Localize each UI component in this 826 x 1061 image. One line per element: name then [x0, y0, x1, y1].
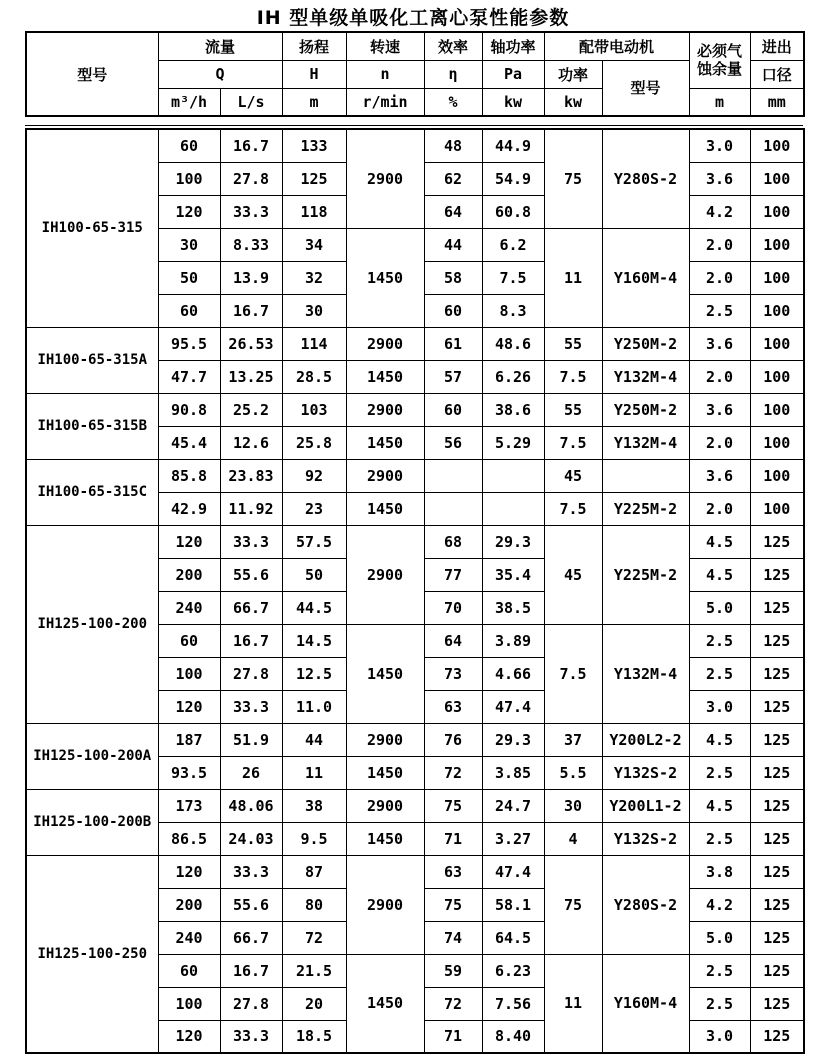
header-shaft-power: 轴功率	[482, 32, 544, 60]
motor-power-cell: 11	[544, 954, 602, 1053]
efficiency-cell: 59	[424, 954, 482, 987]
efficiency-cell: 63	[424, 690, 482, 723]
shaft-power-cell: 29.3	[482, 525, 544, 558]
diameter-cell: 125	[750, 987, 804, 1020]
header-head-symbol: H	[282, 60, 346, 88]
npsh-cell: 5.0	[689, 921, 750, 954]
shaft-power-cell: 29.3	[482, 723, 544, 756]
shaft-power-cell	[482, 492, 544, 525]
flow-m3h-cell: 120	[158, 690, 220, 723]
shaft-power-cell: 5.29	[482, 426, 544, 459]
flow-m3h-cell: 100	[158, 162, 220, 195]
npsh-cell: 4.5	[689, 723, 750, 756]
motor-model-cell: Y132S-2	[602, 756, 689, 789]
shaft-power-cell: 6.26	[482, 360, 544, 393]
table-row	[26, 789, 804, 822]
efficiency-cell: 57	[424, 360, 482, 393]
shaft-power-cell: 47.4	[482, 690, 544, 723]
flow-ls-cell: 33.3	[220, 1020, 282, 1053]
shaft-power-cell: 60.8	[482, 195, 544, 228]
motor-model-cell: Y250M-2	[602, 393, 689, 426]
efficiency-cell: 58	[424, 261, 482, 294]
efficiency-cell: 71	[424, 1020, 482, 1053]
header-npsh	[689, 32, 750, 88]
flow-ls-cell: 66.7	[220, 921, 282, 954]
flow-m3h-cell: 120	[158, 855, 220, 888]
flow-ls-cell: 33.3	[220, 855, 282, 888]
head-cell: 133	[282, 129, 346, 162]
speed-cell: 2900	[346, 129, 424, 228]
header-speed-unit: r/min	[346, 88, 424, 116]
npsh-cell: 3.0	[689, 690, 750, 723]
diameter-cell: 125	[750, 921, 804, 954]
npsh-cell: 2.5	[689, 756, 750, 789]
diameter-cell: 100	[750, 162, 804, 195]
header-motor-model: 型号	[602, 60, 689, 116]
motor-model-cell: Y280S-2	[602, 855, 689, 954]
header-table	[25, 31, 805, 117]
head-cell: 103	[282, 393, 346, 426]
motor-model-cell	[602, 459, 689, 492]
motor-power-cell: 45	[544, 459, 602, 492]
motor-power-cell: 75	[544, 129, 602, 228]
table-row	[26, 855, 804, 888]
flow-ls-cell: 55.6	[220, 888, 282, 921]
speed-cell: 1450	[346, 426, 424, 459]
efficiency-cell: 61	[424, 327, 482, 360]
npsh-cell: 3.0	[689, 1020, 750, 1053]
flow-m3h-cell: 187	[158, 723, 220, 756]
motor-model-cell: Y132M-4	[602, 360, 689, 393]
speed-cell: 1450	[346, 822, 424, 855]
efficiency-cell	[424, 459, 482, 492]
npsh-cell: 2.0	[689, 426, 750, 459]
shaft-power-cell: 7.5	[482, 261, 544, 294]
motor-power-cell: 11	[544, 228, 602, 327]
head-cell: 14.5	[282, 624, 346, 657]
npsh-cell: 3.6	[689, 393, 750, 426]
motor-model-cell: Y132M-4	[602, 426, 689, 459]
diameter-cell: 100	[750, 195, 804, 228]
head-cell: 11.0	[282, 690, 346, 723]
model-cell: IH125-100-250	[26, 855, 158, 1053]
flow-ls-cell: 55.6	[220, 558, 282, 591]
shaft-power-cell: 54.9	[482, 162, 544, 195]
efficiency-cell: 56	[424, 426, 482, 459]
shaft-power-cell: 8.3	[482, 294, 544, 327]
flow-ls-cell: 26	[220, 756, 282, 789]
efficiency-cell: 75	[424, 888, 482, 921]
model-cell: IH125-100-200B	[26, 789, 158, 855]
head-cell: 23	[282, 492, 346, 525]
npsh-cell: 3.6	[689, 327, 750, 360]
flow-ls-cell: 66.7	[220, 591, 282, 624]
diameter-cell: 100	[750, 426, 804, 459]
motor-model-cell: Y225M-2	[602, 525, 689, 624]
npsh-cell: 4.5	[689, 789, 750, 822]
body-table-rows	[26, 129, 804, 1053]
diameter-cell: 100	[750, 327, 804, 360]
head-cell: 44	[282, 723, 346, 756]
header-efficiency-unit: %	[424, 88, 482, 116]
header-speed: 转速	[346, 32, 424, 60]
diameter-cell: 100	[750, 360, 804, 393]
body-table	[25, 128, 805, 1054]
table-row	[26, 393, 804, 426]
diameter-cell: 100	[750, 393, 804, 426]
diameter-cell: 125	[750, 954, 804, 987]
npsh-cell: 4.2	[689, 195, 750, 228]
shaft-power-cell: 3.85	[482, 756, 544, 789]
head-cell: 9.5	[282, 822, 346, 855]
motor-model-cell: Y200L2-2	[602, 723, 689, 756]
npsh-cell: 5.0	[689, 591, 750, 624]
diameter-cell: 125	[750, 558, 804, 591]
diameter-cell: 125	[750, 822, 804, 855]
header-head-unit: m	[282, 88, 346, 116]
npsh-cell: 2.5	[689, 987, 750, 1020]
flow-ls-cell: 13.25	[220, 360, 282, 393]
head-cell: 114	[282, 327, 346, 360]
diameter-cell: 100	[750, 294, 804, 327]
motor-power-cell: 55	[544, 327, 602, 360]
motor-model-cell: Y200L1-2	[602, 789, 689, 822]
npsh-cell: 4.5	[689, 558, 750, 591]
diameter-cell: 100	[750, 459, 804, 492]
head-cell: 50	[282, 558, 346, 591]
flow-m3h-cell: 240	[158, 591, 220, 624]
header-speed-symbol: n	[346, 60, 424, 88]
motor-power-cell: 5.5	[544, 756, 602, 789]
diameter-cell: 125	[750, 756, 804, 789]
table-row	[26, 723, 804, 756]
header-row-1	[26, 32, 804, 60]
header-efficiency-symbol: η	[424, 60, 482, 88]
motor-model-cell: Y132M-4	[602, 624, 689, 723]
diameter-cell: 100	[750, 261, 804, 294]
npsh-cell: 3.6	[689, 162, 750, 195]
body-table-wrap	[25, 125, 803, 1054]
efficiency-cell: 64	[424, 195, 482, 228]
npsh-cell: 2.5	[689, 954, 750, 987]
speed-cell: 2900	[346, 723, 424, 756]
shaft-power-cell	[482, 459, 544, 492]
motor-power-cell: 45	[544, 525, 602, 624]
header-flow: 流量	[158, 32, 282, 60]
speed-cell: 2900	[346, 393, 424, 426]
motor-power-cell: 7.5	[544, 624, 602, 723]
diameter-cell: 125	[750, 888, 804, 921]
efficiency-cell: 48	[424, 129, 482, 162]
shaft-power-cell: 44.9	[482, 129, 544, 162]
diameter-cell: 100	[750, 228, 804, 261]
efficiency-cell	[424, 492, 482, 525]
flow-m3h-cell: 173	[158, 789, 220, 822]
header-motor-power-unit: kw	[544, 88, 602, 116]
diameter-cell: 100	[750, 129, 804, 162]
header-npsh-line2: 蚀余量	[697, 60, 743, 79]
diameter-cell: 125	[750, 789, 804, 822]
diameter-cell: 125	[750, 657, 804, 690]
head-cell: 21.5	[282, 954, 346, 987]
npsh-cell: 4.5	[689, 525, 750, 558]
page-title: IH 型单级单吸化工离心泵性能参数	[256, 7, 570, 29]
speed-cell: 2900	[346, 789, 424, 822]
flow-ls-cell: 33.3	[220, 690, 282, 723]
shaft-power-cell: 35.4	[482, 558, 544, 591]
efficiency-cell: 64	[424, 624, 482, 657]
head-cell: 25.8	[282, 426, 346, 459]
table-row	[26, 459, 804, 492]
flow-m3h-cell: 95.5	[158, 327, 220, 360]
diameter-cell: 125	[750, 525, 804, 558]
header-npsh-unit: m	[689, 88, 750, 116]
flow-ls-cell: 51.9	[220, 723, 282, 756]
motor-power-cell: 7.5	[544, 426, 602, 459]
npsh-cell: 2.0	[689, 228, 750, 261]
table-row	[26, 525, 804, 558]
flow-ls-cell: 27.8	[220, 987, 282, 1020]
npsh-cell: 2.5	[689, 294, 750, 327]
efficiency-cell: 75	[424, 789, 482, 822]
shaft-power-cell: 7.56	[482, 987, 544, 1020]
flow-m3h-cell: 100	[158, 657, 220, 690]
flow-ls-cell: 13.9	[220, 261, 282, 294]
efficiency-cell: 77	[424, 558, 482, 591]
motor-power-cell: 30	[544, 789, 602, 822]
efficiency-cell: 73	[424, 657, 482, 690]
flow-m3h-cell: 200	[158, 888, 220, 921]
flow-m3h-cell: 90.8	[158, 393, 220, 426]
efficiency-cell: 76	[424, 723, 482, 756]
efficiency-cell: 62	[424, 162, 482, 195]
model-cell: IH100-65-315B	[26, 393, 158, 459]
header-diameter-unit: mm	[750, 88, 804, 116]
speed-cell: 1450	[346, 492, 424, 525]
flow-ls-cell: 8.33	[220, 228, 282, 261]
head-cell: 34	[282, 228, 346, 261]
flow-ls-cell: 27.8	[220, 657, 282, 690]
shaft-power-cell: 38.5	[482, 591, 544, 624]
npsh-cell: 3.6	[689, 459, 750, 492]
flow-ls-cell: 23.83	[220, 459, 282, 492]
flow-ls-cell: 16.7	[220, 624, 282, 657]
flow-ls-cell: 11.92	[220, 492, 282, 525]
flow-ls-cell: 25.2	[220, 393, 282, 426]
motor-model-cell: Y225M-2	[602, 492, 689, 525]
head-cell: 11	[282, 756, 346, 789]
flow-m3h-cell: 86.5	[158, 822, 220, 855]
head-cell: 92	[282, 459, 346, 492]
header-motor: 配带电动机	[544, 32, 689, 60]
flow-m3h-cell: 200	[158, 558, 220, 591]
flow-m3h-cell: 60	[158, 129, 220, 162]
flow-ls-cell: 26.53	[220, 327, 282, 360]
speed-cell: 1450	[346, 360, 424, 393]
shaft-power-cell: 38.6	[482, 393, 544, 426]
shaft-power-cell: 3.27	[482, 822, 544, 855]
shaft-power-cell: 6.2	[482, 228, 544, 261]
motor-model-cell: Y132S-2	[602, 822, 689, 855]
efficiency-cell: 74	[424, 921, 482, 954]
head-cell: 12.5	[282, 657, 346, 690]
shaft-power-cell: 64.5	[482, 921, 544, 954]
head-cell: 118	[282, 195, 346, 228]
speed-cell: 2900	[346, 327, 424, 360]
flow-m3h-cell: 60	[158, 624, 220, 657]
model-cell: IH125-100-200	[26, 525, 158, 723]
header-head: 扬程	[282, 32, 346, 60]
efficiency-cell: 68	[424, 525, 482, 558]
head-cell: 32	[282, 261, 346, 294]
efficiency-cell: 63	[424, 855, 482, 888]
header-flow-unit-ls: L/s	[220, 88, 282, 116]
flow-m3h-cell: 120	[158, 525, 220, 558]
head-cell: 87	[282, 855, 346, 888]
flow-ls-cell: 48.06	[220, 789, 282, 822]
motor-power-cell: 4	[544, 822, 602, 855]
head-cell: 38	[282, 789, 346, 822]
head-cell: 20	[282, 987, 346, 1020]
flow-m3h-cell: 85.8	[158, 459, 220, 492]
flow-m3h-cell: 93.5	[158, 756, 220, 789]
efficiency-cell: 44	[424, 228, 482, 261]
npsh-cell: 3.8	[689, 855, 750, 888]
flow-ls-cell: 33.3	[220, 195, 282, 228]
head-cell: 57.5	[282, 525, 346, 558]
header-shaft-power-symbol: Pa	[482, 60, 544, 88]
speed-cell: 2900	[346, 855, 424, 954]
flow-m3h-cell: 60	[158, 294, 220, 327]
header-npsh-line1: 必须气	[697, 41, 743, 60]
flow-ls-cell: 12.6	[220, 426, 282, 459]
npsh-cell: 2.0	[689, 261, 750, 294]
model-cell: IH100-65-315C	[26, 459, 158, 525]
model-cell: IH125-100-200A	[26, 723, 158, 789]
model-cell: IH100-65-315A	[26, 327, 158, 393]
efficiency-cell: 70	[424, 591, 482, 624]
npsh-cell: 2.5	[689, 624, 750, 657]
header-efficiency: 效率	[424, 32, 482, 60]
header-shaft-power-unit: kw	[482, 88, 544, 116]
shaft-power-cell: 6.23	[482, 954, 544, 987]
motor-power-cell: 7.5	[544, 360, 602, 393]
table-row	[26, 129, 804, 162]
header-flow-symbol: Q	[158, 60, 282, 88]
header-diameter-line2: 口径	[750, 60, 804, 88]
table-row	[26, 327, 804, 360]
head-cell: 18.5	[282, 1020, 346, 1053]
efficiency-cell: 72	[424, 756, 482, 789]
header-table-wrap	[25, 31, 803, 117]
motor-model-cell: Y160M-4	[602, 954, 689, 1053]
head-cell: 44.5	[282, 591, 346, 624]
npsh-cell: 3.0	[689, 129, 750, 162]
header-diameter-line1: 进出	[750, 32, 804, 60]
motor-power-cell: 55	[544, 393, 602, 426]
npsh-cell: 2.5	[689, 657, 750, 690]
head-cell: 28.5	[282, 360, 346, 393]
npsh-cell: 2.5	[689, 822, 750, 855]
flow-ls-cell: 16.7	[220, 129, 282, 162]
shaft-power-cell: 24.7	[482, 789, 544, 822]
head-cell: 30	[282, 294, 346, 327]
efficiency-cell: 72	[424, 987, 482, 1020]
flow-m3h-cell: 50	[158, 261, 220, 294]
diameter-cell: 125	[750, 690, 804, 723]
flow-ls-cell: 27.8	[220, 162, 282, 195]
flow-m3h-cell: 45.4	[158, 426, 220, 459]
flow-m3h-cell: 120	[158, 195, 220, 228]
header-motor-power: 功率	[544, 60, 602, 88]
motor-power-cell: 75	[544, 855, 602, 954]
speed-cell: 1450	[346, 228, 424, 327]
speed-cell: 1450	[346, 756, 424, 789]
shaft-power-cell: 4.66	[482, 657, 544, 690]
model-cell: IH100-65-315	[26, 129, 158, 327]
flow-m3h-cell: 100	[158, 987, 220, 1020]
shaft-power-cell: 48.6	[482, 327, 544, 360]
flow-m3h-cell: 30	[158, 228, 220, 261]
npsh-cell: 4.2	[689, 888, 750, 921]
diameter-cell: 125	[750, 591, 804, 624]
flow-m3h-cell: 240	[158, 921, 220, 954]
efficiency-cell: 60	[424, 294, 482, 327]
flow-ls-cell: 33.3	[220, 525, 282, 558]
npsh-cell: 2.0	[689, 492, 750, 525]
head-cell: 72	[282, 921, 346, 954]
shaft-power-cell: 8.40	[482, 1020, 544, 1053]
flow-ls-cell: 16.7	[220, 954, 282, 987]
diameter-cell: 125	[750, 624, 804, 657]
shaft-power-cell: 3.89	[482, 624, 544, 657]
efficiency-cell: 60	[424, 393, 482, 426]
motor-model-cell: Y280S-2	[602, 129, 689, 228]
efficiency-cell: 71	[424, 822, 482, 855]
flow-ls-cell: 16.7	[220, 294, 282, 327]
head-cell: 80	[282, 888, 346, 921]
speed-cell: 1450	[346, 624, 424, 723]
flow-m3h-cell: 47.7	[158, 360, 220, 393]
flow-m3h-cell: 120	[158, 1020, 220, 1053]
motor-model-cell: Y160M-4	[602, 228, 689, 327]
head-cell: 125	[282, 162, 346, 195]
speed-cell: 1450	[346, 954, 424, 1053]
motor-power-cell: 7.5	[544, 492, 602, 525]
diameter-cell: 125	[750, 855, 804, 888]
diameter-cell: 100	[750, 492, 804, 525]
header-model: 型号	[26, 32, 158, 116]
shaft-power-cell: 58.1	[482, 888, 544, 921]
diameter-cell: 125	[750, 1020, 804, 1053]
shaft-power-cell: 47.4	[482, 855, 544, 888]
flow-m3h-cell: 60	[158, 954, 220, 987]
flow-m3h-cell: 42.9	[158, 492, 220, 525]
header-flow-unit-m3h: m³/h	[158, 88, 220, 116]
motor-model-cell: Y250M-2	[602, 327, 689, 360]
npsh-cell: 2.0	[689, 360, 750, 393]
speed-cell: 2900	[346, 459, 424, 492]
diameter-cell: 125	[750, 723, 804, 756]
flow-ls-cell: 24.03	[220, 822, 282, 855]
motor-power-cell: 37	[544, 723, 602, 756]
speed-cell: 2900	[346, 525, 424, 624]
